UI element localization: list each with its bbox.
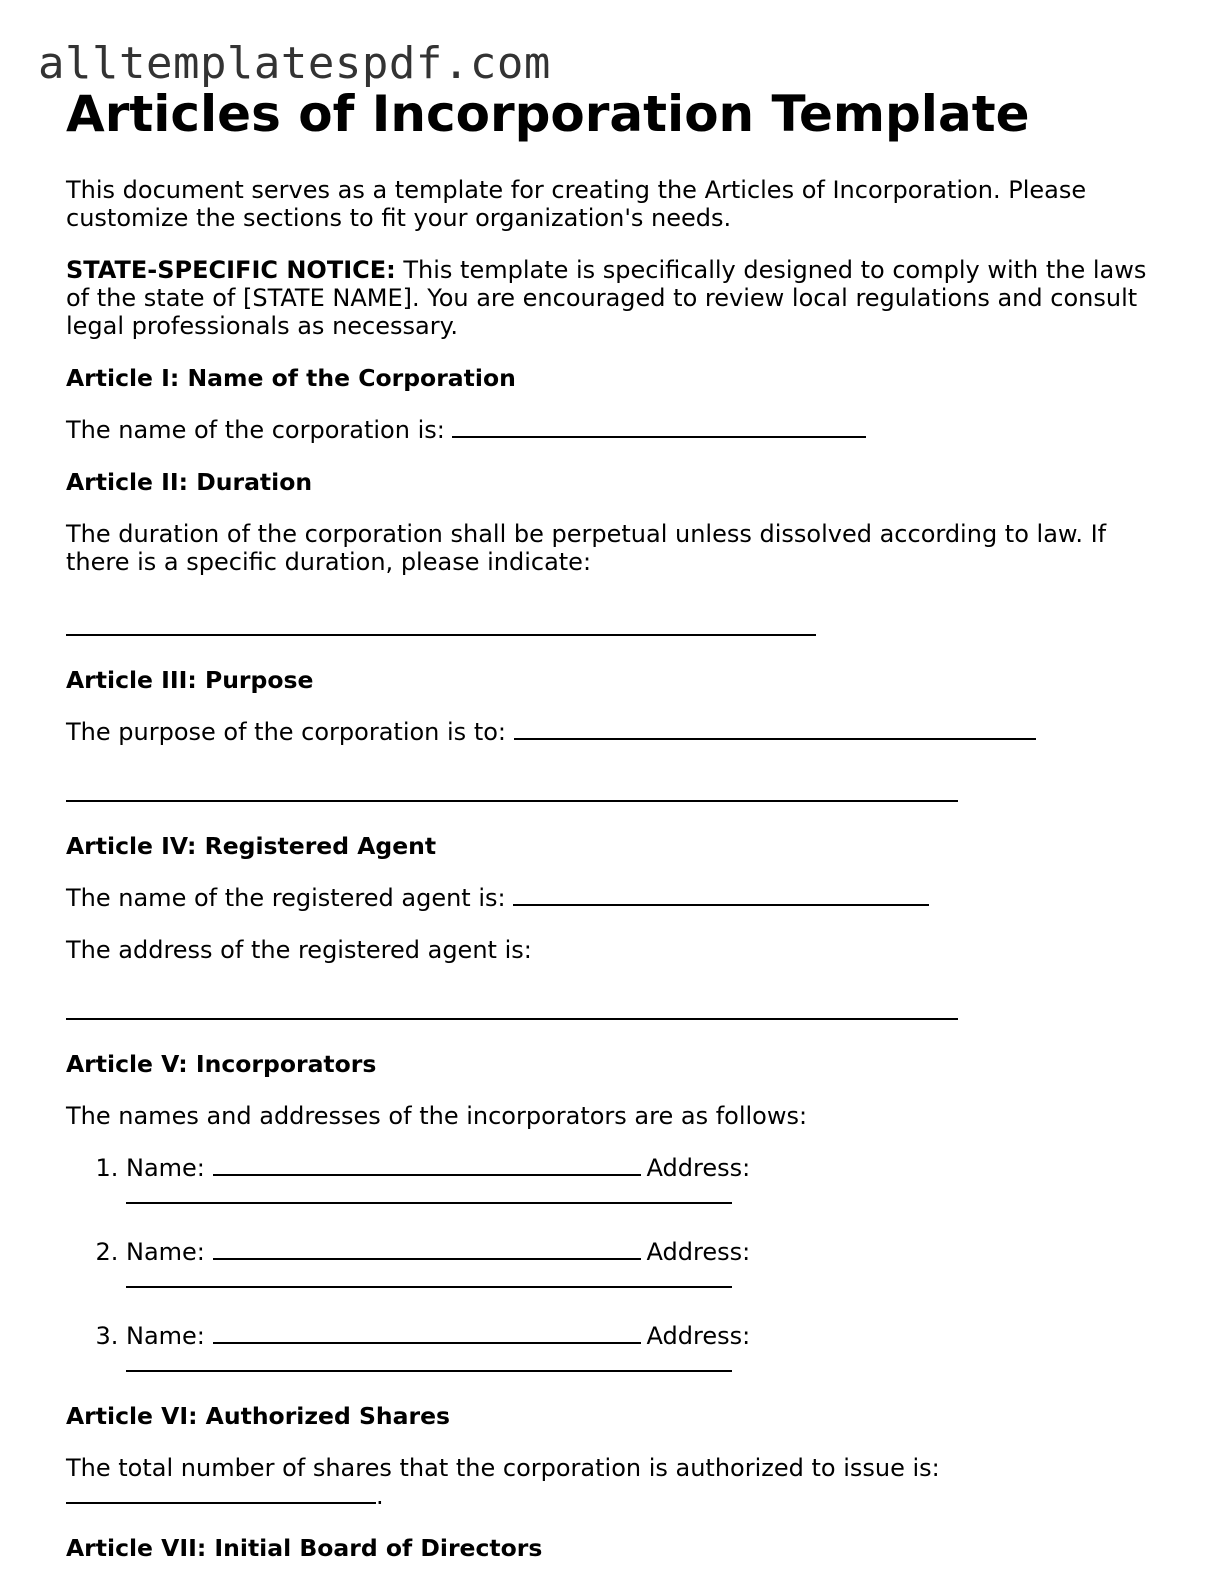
article-7-heading: Article VII: Initial Board of Directors: [66, 1534, 543, 1562]
incorporator-3-name-blank[interactable]: [213, 1340, 641, 1344]
article-3-text: [66, 718, 1156, 746]
list-item: [126, 1238, 1156, 1294]
article-3-heading: Article III: Purpose: [66, 666, 314, 694]
shares-label: The total number of shares that the corporation is authorized to issue is:: [66, 1454, 940, 1482]
incorporator-address-label: Address:: [646, 1154, 751, 1182]
purpose-label: The purpose of the corporation is to:: [66, 718, 514, 746]
duration-blank[interactable]: [66, 632, 816, 636]
watermark: alltemplatespdf.com: [38, 38, 551, 89]
notice-label: STATE-SPECIFIC NOTICE:: [66, 256, 396, 284]
incorporator-address-label: Address:: [646, 1322, 751, 1350]
purpose-blank-1[interactable]: [514, 736, 1036, 740]
article-1-text: [66, 416, 1156, 444]
article-5-heading: Article V: Incorporators: [66, 1050, 377, 1078]
agent-name-label: The name of the registered agent is:: [66, 884, 514, 912]
incorporator-1-address-blank[interactable]: [126, 1200, 732, 1204]
incorporator-name-label: Name:: [126, 1322, 213, 1350]
duration-line: [66, 614, 1156, 642]
agent-name-blank[interactable]: [513, 902, 929, 906]
incorporator-address-label: Address:: [646, 1238, 751, 1266]
incorporator-1-name-blank[interactable]: [213, 1172, 641, 1176]
article-6-heading: Article VI: Authorized Shares: [66, 1402, 450, 1430]
agent-name-row: [66, 884, 1156, 912]
article-1-heading: Article I: Name of the Corporation: [66, 364, 516, 392]
list-item: [126, 1322, 1156, 1378]
incorporator-name-label: Name:: [126, 1238, 213, 1266]
incorporator-3-address-blank[interactable]: [126, 1368, 732, 1372]
state-notice: [66, 256, 1156, 340]
corporation-name-blank[interactable]: [452, 434, 866, 438]
purpose-blank-2[interactable]: [66, 798, 958, 802]
page-title: Articles of Incorporation Template: [66, 85, 1030, 143]
shares-blank[interactable]: [66, 1500, 376, 1504]
notice-text: This template is specifically designed to comply with the laws of the state of [STATE NAME]. You are encouraged to review local regulations and consult legal professionals as necessary.: [66, 256, 1147, 340]
agent-address-line: [66, 998, 1156, 1026]
purpose-line-2: [66, 780, 1156, 808]
incorporator-2-address-blank[interactable]: [126, 1284, 732, 1288]
agent-address-label: The address of the registered agent is:: [66, 936, 532, 964]
shares-period: .: [376, 1482, 384, 1510]
intro-paragraph: This document serves as a template for creating the Articles of Incorporation. Please customize the sections to fit your organization's needs.: [66, 176, 1087, 232]
incorporators-list: [66, 1154, 1156, 1378]
article-6-text: [66, 1454, 1156, 1510]
document-body: [66, 84, 1156, 1562]
agent-address-blank[interactable]: [66, 1016, 958, 1020]
corporation-name-label: The name of the corporation is:: [66, 416, 453, 444]
article-4-heading: Article IV: Registered Agent: [66, 832, 437, 860]
article-2-heading: Article II: Duration: [66, 468, 313, 496]
incorporator-2-name-blank[interactable]: [213, 1256, 641, 1260]
article-5-text: The names and addresses of the incorporators are as follows:: [66, 1102, 808, 1130]
incorporator-name-label: Name:: [126, 1154, 213, 1182]
article-2-text: The duration of the corporation shall be perpetual unless dissolved according to law. If there is a specific duration, please indicate:: [66, 520, 1107, 576]
list-item: [126, 1154, 1156, 1210]
